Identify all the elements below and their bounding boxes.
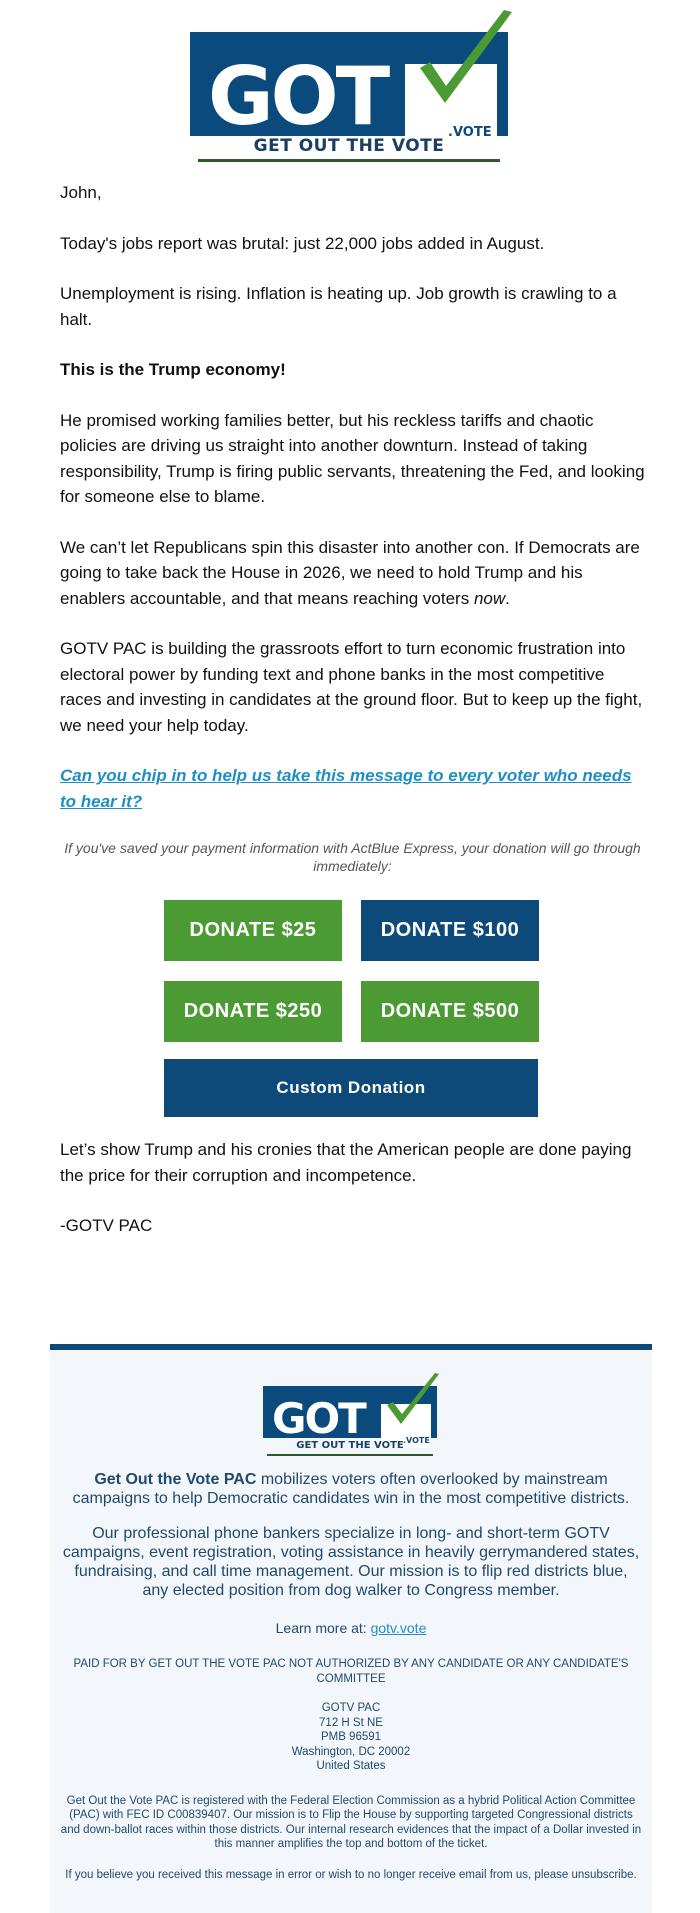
footer-website-link[interactable]: gotv.vote xyxy=(370,1620,427,1636)
custom-donation-button[interactable]: Custom Donation xyxy=(164,1059,538,1117)
donate-500-button[interactable]: DONATE $500 xyxy=(361,981,539,1042)
logo-underline xyxy=(198,159,500,162)
footer-mission: Our professional phone bankers specialize in long- and short-term GOTV campaigns, event registration, voting assistance in heavily gerrymandered states, fundraising, and call time management. Our mission is to flip red districts blue, any elected position from dog walker to Congress member. xyxy=(62,1525,640,1599)
footer-logo xyxy=(263,1372,443,1462)
donate-25-button[interactable]: DONATE $25 xyxy=(164,900,342,961)
footer-unsubscribe[interactable]: If you believe you received this message in error or wish to no longer receive email from us, please unsubscribe. xyxy=(65,1868,637,1881)
paragraph-promises: He promised working families better, but his reckless tariffs and chaotic policies are driving us straight into another downturn. Instead of taking responsibility, Trump is firing public servants, threatening the Fed, and looking for someone else to blame. xyxy=(60,410,645,506)
footer-address xyxy=(60,1701,642,1774)
footer-logo-tagline: GET OUT THE VOTE xyxy=(296,1440,404,1451)
footer-org-name: Get Out the Vote PAC xyxy=(94,1471,257,1488)
greeting: John, xyxy=(60,183,102,202)
address-line: GOTV PAC xyxy=(321,1702,381,1714)
paragraph-closing: Let’s show Trump and his cronies that the American people are done paying the price for their corruption and incompetence. xyxy=(60,1140,632,1185)
actblue-note: If you've saved your payment information with ActBlue Express, your donation will go through immediately: xyxy=(64,840,641,874)
address-line: Washington, DC 20002 xyxy=(291,1745,411,1758)
paragraph-accountability-end: . xyxy=(505,588,510,608)
paragraph-accountability-text: We can’t let Republicans spin this disaster into another con. If Democrats are going to take back the House in 2026, we need to hold Trump and his enablers accountable, and that means reaching voters xyxy=(60,537,640,608)
email-closing xyxy=(60,1137,645,1264)
email-body xyxy=(60,180,645,895)
footer-paid-for: PAID FOR BY GET OUT THE VOTE PAC NOT AUTHORIZED BY ANY CANDIDATE OR ANY CANDIDATE'S COMMITTEE xyxy=(73,1658,629,1685)
footer-org-description-text: mobilizes voters often overlooked by mainstream campaigns to help Democratic candidates win in the most competitive districts. xyxy=(72,1471,630,1507)
donate-250-button[interactable]: DONATE $250 xyxy=(164,981,342,1042)
checkmark-icon xyxy=(400,8,515,118)
footer-text xyxy=(60,1470,642,1882)
logo-tagline: GET OUT THE VOTE xyxy=(253,136,445,156)
footer-logo-suffix: .VOTE xyxy=(403,1436,430,1445)
logo-wordmark: GOT xyxy=(208,50,388,143)
footer-learn-label: Learn more at: xyxy=(275,1620,371,1636)
footer-logo-wordmark: GOT xyxy=(272,1394,365,1443)
paragraph-accountability xyxy=(60,535,645,612)
paragraph-unemployment: Unemployment is rising. Inflation is heating up. Job growth is crawling to a halt. xyxy=(60,284,617,329)
logo-suffix: .VOTE xyxy=(448,125,492,140)
cta-link[interactable]: Can you chip in to help us take this message to every voter who needs to hear it? xyxy=(60,766,632,811)
footer xyxy=(50,1344,652,1913)
donate-100-button[interactable]: DONATE $100 xyxy=(361,900,539,961)
footer-learn-more xyxy=(60,1619,642,1637)
signoff: -GOTV PAC xyxy=(60,1216,153,1235)
address-line: 712 H St NE xyxy=(319,1716,383,1729)
paragraph-grassroots: GOTV PAC is building the grassroots effort to turn economic frustration into electoral power by funding text and phone banks in the most competitive races and investing in candidates at the ground floor. But to keep up the fight, we need your help today. xyxy=(60,639,643,735)
footer-checkmark-icon xyxy=(377,1372,441,1432)
paragraph-jobs-report: Today's jobs report was brutal: just 22,000 jobs added in August. xyxy=(60,233,545,253)
header-logo xyxy=(190,8,520,158)
paragraph-headline: This is the Trump economy! xyxy=(60,360,286,379)
address-line: PMB 96591 xyxy=(320,1731,382,1743)
footer-logo-underline xyxy=(267,1454,433,1456)
footer-fec-disclaimer: Get Out the Vote PAC is registered with the Federal Election Commission as a hybrid Political Action Committee (PAC) with FEC ID C00839407. Our mission is to Flip the House by supporting targeted Congressional districts and down-ballot races within those districts. Our internal research evidences that the impact of a Dollar invested in this manner amplifies the top and bottom of the ticket. xyxy=(60,1794,642,1850)
emphasis-now: now xyxy=(473,588,506,608)
cta-paragraph xyxy=(60,763,645,814)
footer-org-description xyxy=(60,1470,642,1508)
address-line: United States xyxy=(316,1760,386,1772)
